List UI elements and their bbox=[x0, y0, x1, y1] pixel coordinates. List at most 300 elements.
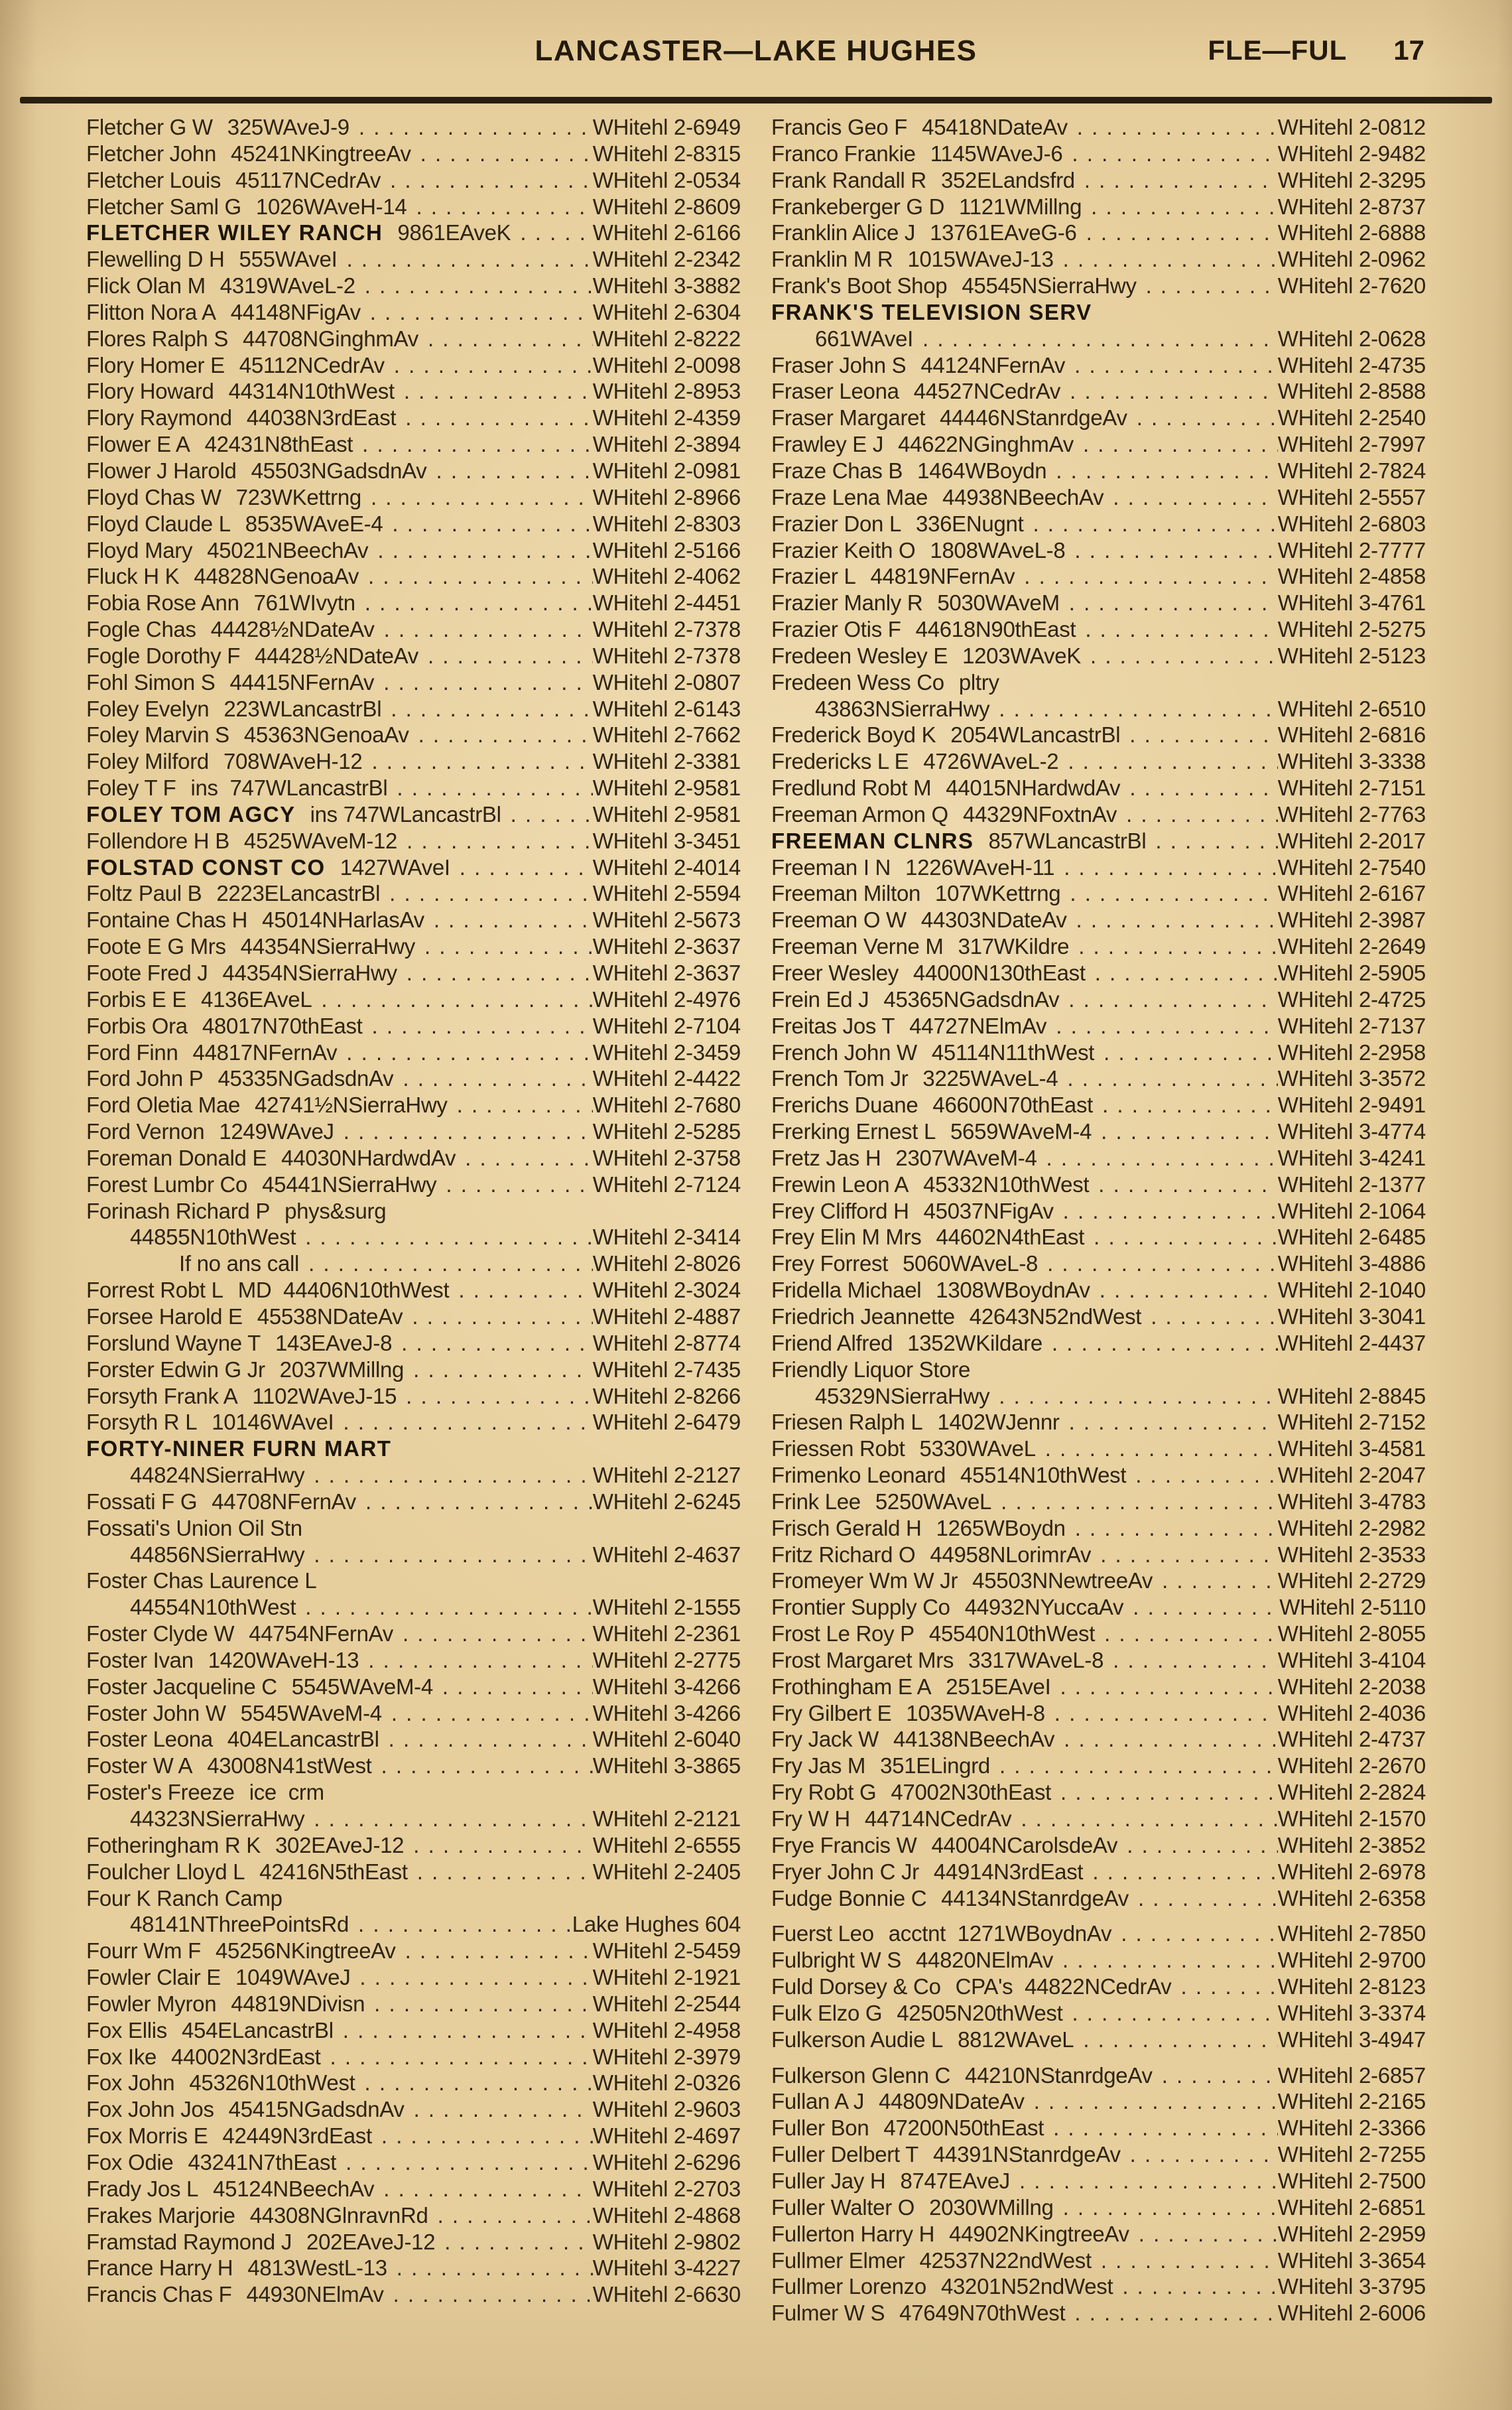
entry-phone: WHitehl 2-6851 bbox=[1277, 2194, 1426, 2220]
leader-dots bbox=[387, 2255, 593, 2281]
directory-entry bbox=[771, 986, 1426, 1013]
entry-name: Foley T F bbox=[86, 775, 176, 801]
entry-phone: WHitehl 2-4887 bbox=[592, 1304, 741, 1329]
directory-entry bbox=[771, 1885, 1426, 1912]
entry-phone: WHitehl 2-8266 bbox=[592, 1383, 741, 1408]
entry-address: 9861EAveK bbox=[397, 220, 511, 245]
entry-address: 42741½NSierraHwy bbox=[255, 1093, 448, 1118]
entry-address: 857WLancastrBl bbox=[988, 828, 1147, 853]
leader-dots bbox=[397, 828, 593, 854]
leader-dots bbox=[1089, 1172, 1277, 1198]
entry-name: Francis Geo F bbox=[771, 115, 908, 139]
entry-name: Framstad Raymond J bbox=[86, 2229, 292, 2254]
entry-address: 1464WBoydn bbox=[917, 458, 1047, 483]
directory-entry bbox=[771, 2088, 1426, 2115]
directory-entry bbox=[86, 2255, 741, 2281]
directory-column-left bbox=[86, 114, 741, 2326]
directory-entry bbox=[771, 1013, 1426, 1039]
entry-phone: WHitehl 2-3459 bbox=[592, 1039, 741, 1065]
leader-dots bbox=[1086, 960, 1278, 986]
directory-entry bbox=[86, 378, 741, 405]
directory-entry bbox=[86, 141, 741, 167]
entry-name: Fredericks L E bbox=[771, 749, 909, 774]
directory-entry bbox=[86, 880, 741, 907]
leader-dots bbox=[1141, 1304, 1278, 1330]
entry-address: 42643N52ndWest bbox=[969, 1304, 1142, 1329]
leader-dots bbox=[1111, 1920, 1278, 1947]
entry-address: 44714NCedrAv bbox=[864, 1806, 1012, 1831]
entry-address: 44038N3rdEast bbox=[246, 405, 397, 431]
entry-address: 44828NGenoaAv bbox=[194, 564, 359, 589]
directory-entry bbox=[86, 1489, 741, 1515]
leader-dots bbox=[336, 2149, 593, 2176]
entry-phone: WHitehl 2-3987 bbox=[1277, 907, 1426, 933]
entry-address: 42416N5thEast bbox=[259, 1859, 408, 1884]
leader-dots bbox=[372, 1753, 593, 1779]
entry-phone: WHitehl 2-3758 bbox=[592, 1145, 741, 1170]
leader-dots bbox=[1121, 2141, 1278, 2168]
leader-dots bbox=[321, 2044, 593, 2070]
directory-entry bbox=[771, 2115, 1426, 2141]
entry-name: Forsyth R L bbox=[86, 1410, 198, 1435]
directory-entry bbox=[86, 1224, 741, 1250]
entry-name: Fredeen Wess Co bbox=[771, 669, 944, 695]
directory-entry bbox=[771, 1947, 1426, 1974]
directory-entry bbox=[86, 1753, 741, 1779]
entry-name: Floyd Claude L bbox=[86, 511, 231, 536]
directory-entry bbox=[86, 748, 741, 775]
directory-entry bbox=[771, 2168, 1426, 2194]
entry-address: 1402WJennr bbox=[937, 1410, 1060, 1435]
page-title: LANCASTER—LAKE HUGHES bbox=[535, 34, 977, 67]
entry-address: 1102WAveJ-15 bbox=[252, 1383, 397, 1408]
entry-address: 4726WAveL-2 bbox=[923, 749, 1059, 774]
entry-phone: WHitehl 2-3381 bbox=[592, 749, 741, 774]
entry-address: 44124NFernAv bbox=[920, 352, 1066, 377]
entry-name: Flewelling D H bbox=[86, 247, 225, 272]
entry-phone: WHitehl 2-7850 bbox=[1277, 1921, 1426, 1946]
entry-name: Fraser John S bbox=[771, 352, 907, 377]
entry-name: Frank's Boot Shop bbox=[771, 273, 948, 299]
leader-dots bbox=[362, 748, 592, 775]
leader-dots bbox=[1023, 511, 1277, 537]
leader-dots bbox=[415, 933, 593, 960]
entry-name: Forrest Robt L bbox=[86, 1278, 223, 1303]
leader-dots bbox=[353, 431, 593, 458]
leader-dots bbox=[407, 194, 592, 220]
entry-phone: WHitehl 2-3366 bbox=[1277, 2115, 1426, 2141]
directory-entry bbox=[86, 1859, 741, 1885]
entry-name: Foster John W bbox=[86, 1700, 226, 1725]
entry-address: 44391NStanrdgeAv bbox=[933, 2142, 1121, 2167]
directory-entry bbox=[771, 537, 1426, 564]
entry-phone: WHitehl 2-2038 bbox=[1277, 1674, 1426, 1699]
entry-phone: WHitehl 3-3451 bbox=[592, 828, 741, 853]
directory-entry bbox=[771, 1118, 1426, 1145]
directory-entry bbox=[86, 1991, 741, 2017]
entry-address: 45326N10thWest bbox=[189, 2070, 355, 2096]
entry-address: 44817NFernAv bbox=[192, 1039, 338, 1065]
entry-address: 44308NGlnravnRd bbox=[249, 2202, 428, 2228]
header-right-group bbox=[1208, 34, 1424, 66]
leader-dots bbox=[1051, 1779, 1278, 1806]
directory-entry bbox=[771, 1065, 1426, 1092]
leader-dots bbox=[356, 1489, 593, 1515]
directory-entry bbox=[86, 1885, 741, 1912]
entry-name: Flick Olan M bbox=[86, 273, 206, 299]
entry-phone: WHitehl 3-4886 bbox=[1277, 1251, 1426, 1276]
directory-entry bbox=[771, 590, 1426, 616]
entry-address: 44354NSierraHwy bbox=[240, 934, 415, 959]
entry-name: Forbis E E bbox=[86, 986, 187, 1012]
entry-address: 10146WAveI bbox=[212, 1410, 334, 1435]
entry-name: Forbis Ora bbox=[86, 1013, 188, 1038]
entry-phone: WHitehl 2-2544 bbox=[592, 1991, 741, 2016]
directory-entry bbox=[771, 1383, 1426, 1410]
directory-entry bbox=[86, 458, 741, 484]
entry-phone: WHitehl 2-2017 bbox=[1277, 828, 1426, 853]
leader-dots bbox=[384, 2281, 593, 2308]
entry-address: 44210NStanrdgeAv bbox=[965, 2062, 1153, 2088]
leader-dots bbox=[334, 2017, 593, 2044]
entry-address: 45418NDateAv bbox=[922, 115, 1068, 139]
entry-phone: WHitehl 2-8315 bbox=[592, 141, 741, 166]
directory-entry bbox=[86, 669, 741, 696]
entry-phone: WHitehl 2-8966 bbox=[592, 484, 741, 509]
leader-dots bbox=[1038, 1250, 1278, 1277]
entry-phone: WHitehl 2-2982 bbox=[1277, 1515, 1426, 1540]
entry-name: Fotheringham R K bbox=[86, 1832, 261, 1857]
leader-dots bbox=[396, 405, 592, 431]
entry-phone: WHitehl 2-0534 bbox=[592, 167, 741, 192]
leader-dots bbox=[1074, 2027, 1277, 2053]
entry-address: 45365NGadsdnAv bbox=[883, 986, 1060, 1012]
entry-name: FREEMAN CLNRS bbox=[771, 828, 974, 853]
directory-entry bbox=[86, 405, 741, 431]
entry-address: 44754NFernAv bbox=[249, 1621, 393, 1646]
directory-entry bbox=[771, 2194, 1426, 2221]
directory-entry bbox=[86, 2176, 741, 2202]
leader-dots bbox=[1172, 1974, 1278, 2000]
directory-entry bbox=[771, 933, 1426, 960]
entry-phone: WHitehl 2-3979 bbox=[592, 2044, 741, 2069]
entry-phone: WHitehl 2-0981 bbox=[592, 458, 741, 483]
leader-dots bbox=[1054, 1198, 1278, 1225]
leader-dots bbox=[1066, 1515, 1278, 1542]
entry-address: 8535WAveE-4 bbox=[245, 511, 383, 536]
entry-address: 44618N90thEast bbox=[915, 617, 1076, 642]
entry-name: Fox Ellis bbox=[86, 2017, 167, 2042]
entry-name: Friendly Liquor Store bbox=[771, 1357, 971, 1382]
leader-dots bbox=[1068, 114, 1278, 141]
entry-address: 3225WAveL-4 bbox=[922, 1066, 1058, 1091]
directory-entry bbox=[86, 326, 741, 352]
entry-address: 1026WAveH-14 bbox=[255, 194, 407, 219]
entry-name: Fox Morris E bbox=[86, 2123, 208, 2149]
entry-address: 44708NGinghmAv bbox=[243, 326, 418, 351]
leader-dots bbox=[1042, 1330, 1278, 1357]
entry-address: 761WIvytn bbox=[253, 590, 355, 616]
directory-entry bbox=[771, 1806, 1426, 1832]
entry-name: Fry Robt G bbox=[771, 1780, 877, 1805]
leader-dots bbox=[1084, 1224, 1278, 1250]
entry-name: French Tom Jr bbox=[771, 1066, 909, 1091]
entry-phone: WHitehl 2-2047 bbox=[1277, 1463, 1426, 1488]
leader-dots bbox=[1054, 1726, 1278, 1753]
entry-address: 1035WAveH-8 bbox=[906, 1700, 1045, 1725]
leader-dots bbox=[1069, 933, 1278, 960]
entry-name: Ford Finn bbox=[86, 1039, 178, 1065]
entry-phone: WHitehl 2-2775 bbox=[592, 1647, 741, 1672]
entry-address: 1427WAveI bbox=[340, 854, 450, 880]
entry-phone: WHitehl 2-3295 bbox=[1277, 167, 1426, 192]
entry-name: Frazier L bbox=[771, 564, 856, 589]
leader-dots bbox=[1053, 1947, 1278, 1974]
entry-address: 8812WAveL bbox=[958, 2027, 1074, 2052]
directory-entry bbox=[771, 907, 1426, 933]
entry-name: Forinash Richard P bbox=[86, 1198, 271, 1223]
entry-name: Fulmer W S bbox=[771, 2301, 885, 2326]
entry-phone: WHitehl 2-7763 bbox=[1277, 801, 1426, 827]
entry-name: Fulkerson Glenn C bbox=[771, 2062, 951, 2088]
entry-address: 325WAveJ-9 bbox=[227, 115, 349, 139]
leader-dots bbox=[1137, 273, 1278, 299]
entry-name: Fuller Delbert T bbox=[771, 2142, 918, 2167]
entry-address: 3317WAveL-8 bbox=[968, 1647, 1104, 1672]
directory-entry bbox=[771, 1647, 1426, 1674]
entry-name: Frerking Ernest L bbox=[771, 1119, 936, 1144]
directory-entry bbox=[771, 2027, 1426, 2053]
entry-name: Forest Lumbr Co bbox=[86, 1172, 248, 1197]
leader-dots bbox=[1129, 2221, 1278, 2247]
leader-dots bbox=[312, 986, 592, 1013]
entry-address: 45112NCedrAv bbox=[239, 352, 385, 377]
directory-entry bbox=[771, 563, 1426, 590]
entry-phone: WHitehl 2-6803 bbox=[1277, 511, 1426, 536]
leader-dots bbox=[1054, 2194, 1278, 2221]
entry-address: 2223ELancastrBl bbox=[216, 881, 381, 906]
entry-name: Foster Jacqueline C bbox=[86, 1674, 277, 1699]
entry-phone: WHitehl 2-4359 bbox=[592, 405, 741, 431]
entry-phone: WHitehl 2-2121 bbox=[592, 1806, 741, 1831]
entry-phone: WHitehl 3-3865 bbox=[592, 1753, 741, 1778]
entry-name: Fossati's Union Oil Stn bbox=[86, 1515, 302, 1540]
entry-address: 317WKildre bbox=[958, 934, 1070, 959]
entry-name: Fontaine Chas H bbox=[86, 907, 248, 933]
directory-entry bbox=[86, 1462, 741, 1489]
entry-address: 42505N20thWest bbox=[897, 2000, 1063, 2025]
entry-phone: WHitehl 3-4774 bbox=[1277, 1119, 1426, 1144]
entry-phone: WHitehl 2-7997 bbox=[1277, 432, 1426, 457]
entry-name: Ford Oletia Mae bbox=[86, 1093, 241, 1118]
leader-dots bbox=[393, 1065, 592, 1092]
entry-address: 143EAveJ-8 bbox=[275, 1330, 393, 1355]
leader-dots bbox=[1153, 1568, 1278, 1594]
directory-entry bbox=[771, 141, 1426, 167]
directory-entry bbox=[86, 114, 741, 141]
directory-entry bbox=[86, 1594, 741, 1621]
entry-address: 43863NSierraHwy bbox=[815, 696, 990, 721]
entry-address: 42431N8thEast bbox=[204, 432, 353, 457]
entry-address: 45117NCedrAv bbox=[235, 167, 381, 192]
entry-address: 44914N3rdEast bbox=[933, 1859, 1084, 1884]
leader-dots bbox=[1054, 854, 1278, 881]
entry-phone: WHitehl 2-8026 bbox=[592, 1251, 741, 1276]
leader-dots bbox=[1046, 1013, 1277, 1039]
entry-phone: WHitehl 2-2703 bbox=[592, 2176, 741, 2201]
entry-address: 5545WAveM-4 bbox=[291, 1674, 433, 1699]
entry-phone: WHitehl 2-4014 bbox=[592, 854, 741, 880]
entry-name: Four K Ranch Camp bbox=[86, 1885, 283, 1910]
leader-dots bbox=[359, 1647, 592, 1674]
entry-name: Freeman Milton bbox=[771, 881, 921, 906]
entry-address: 302EAveJ-12 bbox=[275, 1832, 405, 1857]
leader-dots bbox=[1092, 1118, 1278, 1145]
entry-name: Foster Leona bbox=[86, 1727, 213, 1752]
directory-entry bbox=[771, 1039, 1426, 1066]
directory-entry bbox=[86, 1806, 741, 1832]
entry-name: Fox John bbox=[86, 2070, 175, 2096]
entry-phone: WHitehl 2-7680 bbox=[592, 1093, 741, 1118]
directory-column-right bbox=[771, 114, 1426, 2326]
leader-dots bbox=[426, 458, 592, 484]
entry-phone: WHitehl 2-6167 bbox=[1277, 881, 1426, 906]
directory-entry bbox=[771, 1224, 1426, 1250]
entry-name: Freitas Jos T bbox=[771, 1013, 895, 1038]
entry-address: 47002N30thEast bbox=[891, 1780, 1052, 1805]
directory-entry bbox=[771, 643, 1426, 669]
directory-entry bbox=[771, 273, 1426, 299]
directory-entry bbox=[771, 1357, 1426, 1383]
entry-name: Friedrich Jeannette bbox=[771, 1304, 955, 1329]
entry-address: 45114N11thWest bbox=[931, 1039, 1095, 1065]
entry-address: 44902NKingtreeAv bbox=[949, 2221, 1129, 2246]
leader-dots bbox=[1060, 590, 1278, 616]
entry-address: 107WKettrng bbox=[935, 881, 1061, 906]
entry-phone: WHitehl 3-3572 bbox=[1277, 1066, 1426, 1091]
entry-name: Foster Clyde W bbox=[86, 1621, 235, 1646]
entry-address: 45503NGadsdnAv bbox=[251, 458, 427, 483]
entry-name: Frink Lee bbox=[771, 1489, 861, 1514]
leader-dots bbox=[1062, 2000, 1277, 2027]
leader-dots bbox=[990, 1753, 1278, 1779]
directory-entry bbox=[86, 1013, 741, 1039]
directory-entry bbox=[771, 511, 1426, 537]
entry-address: CPA's 44822NCedrAv bbox=[955, 1974, 1172, 1999]
header-rule bbox=[20, 97, 1492, 103]
directory-entry bbox=[771, 194, 1426, 220]
leader-dots bbox=[1050, 1674, 1277, 1700]
entry-name: Floyd Mary bbox=[86, 537, 193, 563]
entry-phone: WHitehl 2-7152 bbox=[1277, 1410, 1426, 1435]
entry-name: Frothingham E A bbox=[771, 1674, 932, 1699]
entry-name: Frady Jos L bbox=[86, 2176, 199, 2201]
entry-address: 44602N4thEast bbox=[936, 1225, 1085, 1250]
entry-name: Fox John Jos bbox=[86, 2097, 214, 2122]
directory-entry bbox=[86, 1277, 741, 1304]
directory-entry bbox=[771, 2221, 1426, 2247]
entry-name: Frazier Manly R bbox=[771, 590, 923, 616]
directory-entry bbox=[86, 1409, 741, 1436]
entry-name: Friesen Ralph L bbox=[771, 1410, 923, 1435]
leader-dots bbox=[501, 801, 593, 828]
directory-entry bbox=[771, 352, 1426, 379]
directory-entry bbox=[86, 960, 741, 986]
leader-dots bbox=[304, 1806, 592, 1832]
directory-entry bbox=[86, 563, 741, 590]
entry-name: Fridella Michael bbox=[771, 1278, 922, 1303]
entry-phone: WHitehl 2-6978 bbox=[1277, 1859, 1426, 1884]
entry-phone: WHitehl 2-4422 bbox=[592, 1066, 741, 1091]
leader-dots bbox=[375, 616, 593, 643]
entry-phone: WHitehl 2-2670 bbox=[1277, 1753, 1426, 1778]
entry-name: Friessen Robt bbox=[771, 1436, 905, 1461]
entry-phone: WHitehl 2-4958 bbox=[592, 2017, 741, 2042]
leader-dots bbox=[450, 854, 593, 881]
directory-entry bbox=[86, 933, 741, 960]
entry-phone: WHitehl 3-4266 bbox=[592, 1674, 741, 1699]
entry-name: Fretz Jas H bbox=[771, 1145, 881, 1170]
entry-name: Friend Alfred bbox=[771, 1330, 893, 1355]
leader-dots bbox=[349, 114, 593, 141]
leader-dots bbox=[1092, 2247, 1278, 2274]
directory-entry bbox=[86, 854, 741, 881]
directory-entry bbox=[771, 775, 1426, 801]
entry-name: Flory Homer E bbox=[86, 352, 225, 377]
entry-phone: WHitehl 2-4451 bbox=[592, 590, 741, 616]
leader-dots bbox=[380, 880, 593, 907]
entry-name: Fredeen Wesley E bbox=[771, 643, 948, 668]
entry-name: Franklin Alice J bbox=[771, 220, 916, 245]
entry-name: Ford Vernon bbox=[86, 1119, 205, 1144]
entry-address: 1420WAveH-13 bbox=[208, 1647, 359, 1672]
entry-name: Foster's Freeze bbox=[86, 1780, 235, 1805]
entry-address: 45441NSierraHwy bbox=[262, 1172, 437, 1197]
directory-entry bbox=[771, 1779, 1426, 1806]
entry-address: 44314N10thWest bbox=[228, 379, 395, 404]
entry-address: 1352WKildare bbox=[907, 1330, 1042, 1355]
leader-dots bbox=[1153, 2062, 1278, 2089]
leader-dots bbox=[387, 775, 592, 801]
entry-address: 45014NHarlasAv bbox=[262, 907, 424, 933]
leader-dots bbox=[1059, 986, 1277, 1013]
entry-name: Frawley E J bbox=[771, 432, 884, 457]
entry-phone: WHitehl 3-3374 bbox=[1277, 2000, 1426, 2025]
entry-phone: WHitehl 2-3414 bbox=[592, 1225, 741, 1250]
entry-phone: WHitehl 2-1377 bbox=[1277, 1172, 1426, 1197]
leader-dots bbox=[374, 669, 593, 696]
entry-phone: WHitehl 3-3338 bbox=[1277, 749, 1426, 774]
entry-address: 44622NGinghmAv bbox=[898, 432, 1074, 457]
leader-dots bbox=[433, 1674, 593, 1700]
leader-dots bbox=[304, 1462, 592, 1489]
entry-name: Foster W A bbox=[86, 1753, 193, 1778]
directory-entry bbox=[771, 960, 1426, 986]
directory-entry bbox=[771, 1462, 1426, 1489]
directory-entry bbox=[86, 1357, 741, 1383]
entry-name: Frankeberger G D bbox=[771, 194, 945, 219]
entry-name: Follendore H B bbox=[86, 828, 229, 853]
entry-address: 1265WBoydn bbox=[936, 1515, 1066, 1540]
entry-name: Franco Frankie bbox=[771, 141, 916, 166]
directory-entry bbox=[86, 1726, 741, 1753]
leader-dots bbox=[1076, 616, 1277, 643]
directory-entry bbox=[86, 537, 741, 564]
entry-name: Fry Jack W bbox=[771, 1727, 879, 1752]
leader-dots bbox=[448, 1092, 593, 1118]
directory-entry bbox=[771, 1145, 1426, 1172]
entry-name: Fraze Chas B bbox=[771, 458, 903, 483]
